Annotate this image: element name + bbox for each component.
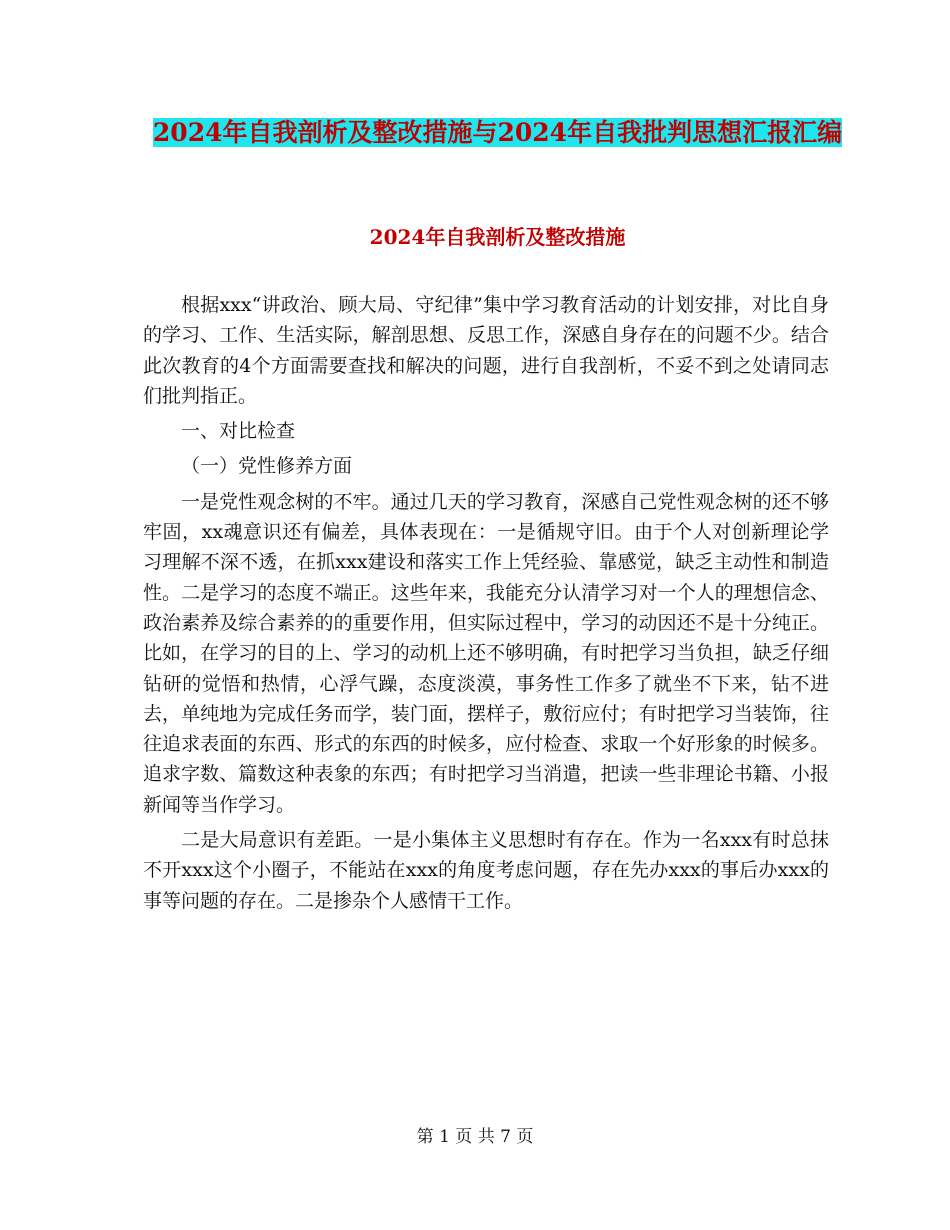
page-number-footer: 第 1 页 共 7 页 <box>416 1127 534 1147</box>
section-title: 2024年自我剖析及整改措施 <box>369 225 626 249</box>
heading-party-spirit: （一）党性修养方面 <box>181 455 353 478</box>
document-title <box>140 112 855 154</box>
heading-comparison-check: 一、对比检查 <box>181 420 296 443</box>
paragraph-intro: 根据xxx“讲政治、顾大局、守纪律”集中学习教育活动的计划安排，对比自身的学习、工作、生活实际，解剖思想、反思工作，深感自身存在的问题不少。结合此次教育的4个方面需要查找和解决的问题，进行自我剖析，不妥不到之处请同志们批判指正。 <box>143 294 829 407</box>
document-title-text: 2024年自我剖析及整改措施与2024年自我批判思想汇报汇编 <box>152 118 843 147</box>
paragraph-overall-awareness: 二是大局意识有差距。一是小集体主义思想时有存在。作为一名xxx有时总抹不开xxx这个小圈子，不能站在xxx的角度考虑问题，存在先办xxx的事后办xxx的事等问题的存在。二是掺杂个人感情干工作。 <box>143 829 829 912</box>
paragraph-party-spirit: 一是党性观念树的不牢。通过几天的学习教育，深感自己党性观念树的还不够牢固，xx魂意识还有偏差，具体表现在：一是循规守旧。由于个人对创新理论学习理解不深不透，在抓xxx建设和落实工作上凭经验、靠感觉，缺乏主动性和制造性。二是学习的态度不端正。这些年来，我能充分认清学习对一个人的理想信念、政治素养及综合素养的的重要作用，但实际过程中，学习的动因还不是十分纯正。比如，在学习的目的上、学习的动机上还不够明确，有时把学习当负担，缺乏仔细钻研的觉悟和热情，心浮气躁，态度淡漠，事务性工作多了就坐不下来，钻不进去，单纯地为完成任务而学，装门面，摆样子，敷衍应付；有时把学习当装饰，往往追求表面的东西、形式的东西的时候多，应付检查、求取一个好形象的时候多。追求字数、篇数这种表象的东西；有时把学习当消遣，把读一些非理论书籍、小报新闻等当作学习。 <box>143 490 829 816</box>
document-body <box>143 290 829 916</box>
